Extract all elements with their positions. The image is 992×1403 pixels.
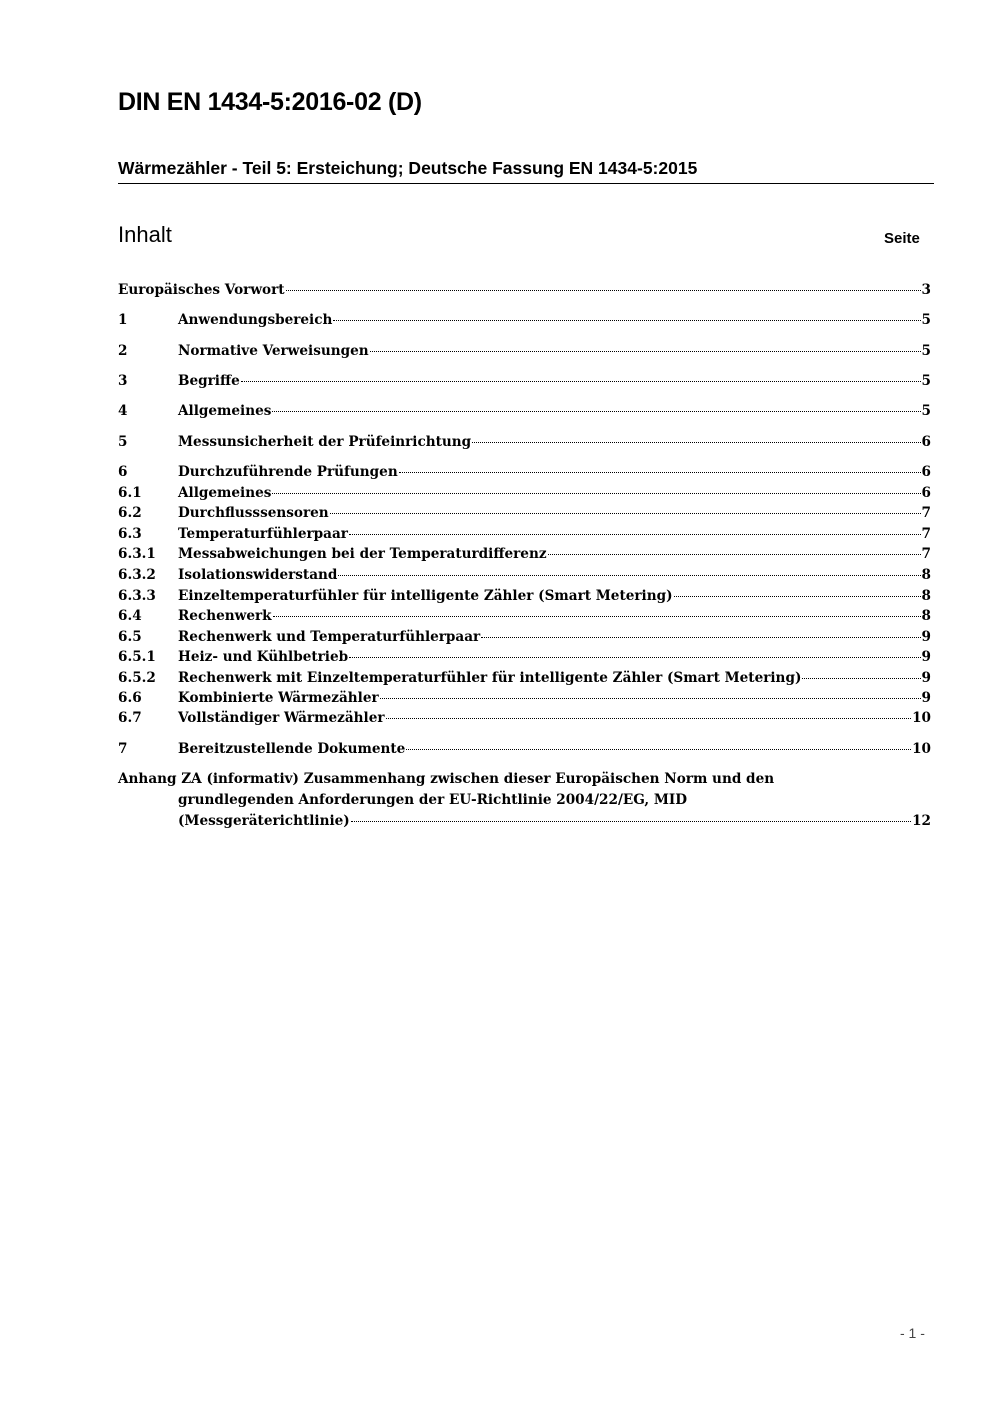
toc-entry-page: 10 — [912, 741, 931, 757]
toc-entry[interactable] — [118, 544, 931, 564]
toc-entry-title: Temperaturfühlerpaar — [178, 526, 348, 542]
toc-leader — [481, 637, 920, 638]
toc-annex-line-1: Anhang ZA (informativ) Zusammenhang zwischen dieser Europäischen Norm und den — [118, 771, 775, 787]
toc-entry-title: Rechenwerk mit Einzeltemperaturfühler für intelligente Zähler (Smart Metering) — [178, 670, 802, 686]
toc-leader — [370, 351, 921, 352]
toc-entry-number: 7 — [118, 741, 128, 757]
toc-entry-number: 6.5 — [118, 629, 142, 645]
toc-entry-title: Bereitzustellende Dokumente — [178, 741, 406, 757]
toc-leader — [272, 411, 920, 412]
toc-entry-number: 6.3.1 — [118, 546, 156, 562]
toc-entry-page: 8 — [921, 567, 931, 583]
toc-entry[interactable] — [118, 586, 931, 606]
toc-entry[interactable] — [118, 310, 931, 330]
toc-entry-number: 6.4 — [118, 608, 142, 624]
toc-entry-title: Rechenwerk — [178, 608, 272, 624]
toc-leader — [802, 678, 920, 679]
toc-leader — [406, 749, 911, 750]
toc-entry-number: 6.2 — [118, 505, 142, 521]
toc-entry-title: Einzeltemperaturfühler für intelligente Zähler (Smart Metering) — [178, 588, 673, 604]
toc-entry[interactable] — [118, 503, 931, 523]
toc-entry-page: 7 — [921, 505, 931, 521]
toc-entry-page: 6 — [921, 485, 931, 501]
toc-page-label: Seite — [884, 230, 920, 247]
toc-entry[interactable] — [118, 371, 931, 391]
toc-entry-number: 5 — [118, 434, 128, 450]
toc-entry-page: 5 — [921, 343, 931, 359]
toc-entry[interactable] — [118, 627, 931, 647]
toc-entry-page: 6 — [921, 434, 931, 450]
toc-entry-number: 4 — [118, 403, 128, 419]
toc-entry-title: Messabweichungen bei der Temperaturdifferenz — [178, 546, 547, 562]
toc-entry-number: 6.3.3 — [118, 588, 156, 604]
toc-entry-page: 10 — [912, 710, 931, 726]
toc-entry-title: Durchflusssensoren — [178, 505, 329, 521]
toc-leader — [380, 698, 921, 699]
toc-entry-page: 8 — [921, 608, 931, 624]
toc-entry-number: 6 — [118, 464, 128, 480]
toc-entry[interactable] — [118, 688, 931, 708]
toc-entry-title: Kombinierte Wärmezähler — [178, 690, 379, 706]
toc-entry-title: Vollständiger Wärmezähler — [178, 710, 385, 726]
toc-entry-page: 7 — [921, 546, 931, 562]
toc-entry[interactable] — [118, 668, 931, 688]
toc-entry-page: 9 — [921, 649, 931, 665]
toc-entry-number: 3 — [118, 373, 128, 389]
toc-entry[interactable] — [118, 606, 931, 626]
toc-entry-page: 9 — [921, 670, 931, 686]
toc-entry-page: 8 — [921, 588, 931, 604]
toc-entry-page: 3 — [921, 282, 931, 298]
toc-entry-number: 6.3 — [118, 526, 142, 542]
header-rule — [118, 183, 934, 184]
toc-entry-page: 6 — [921, 464, 931, 480]
toc-entry[interactable] — [118, 401, 931, 421]
toc-leader — [333, 320, 920, 321]
toc-leader — [351, 821, 911, 822]
toc-entry-number: 6.3.2 — [118, 567, 156, 583]
toc-leader — [272, 493, 920, 494]
toc-entry-title: Isolationswiderstand — [178, 567, 338, 583]
document-id: DIN EN 1434-5:2016-02 (D) — [118, 88, 422, 116]
toc-entry-title: Allgemeines — [178, 485, 272, 501]
toc-entry-title: Europäisches Vorwort — [118, 282, 285, 298]
toc-entry[interactable] — [118, 524, 931, 544]
toc-entry-title: Allgemeines — [178, 403, 272, 419]
toc-entry-number: 2 — [118, 343, 128, 359]
toc-leader — [330, 513, 921, 514]
toc-entry[interactable] — [118, 565, 931, 585]
toc-entry-title: Heiz- und Kühlbetrieb — [178, 649, 349, 665]
toc-entry[interactable] — [118, 280, 931, 300]
toc-leader — [399, 472, 921, 473]
toc-entry-page: 5 — [921, 403, 931, 419]
toc-leader — [674, 596, 921, 597]
toc-leader — [273, 616, 921, 617]
toc-entry-page: 9 — [921, 690, 931, 706]
toc-entry-page: 7 — [921, 526, 931, 542]
toc-entry[interactable] — [118, 739, 931, 759]
toc-leader — [472, 442, 920, 443]
toc-entry-page: 9 — [921, 629, 931, 645]
toc-heading: Inhalt — [118, 222, 172, 247]
toc-entry[interactable] — [118, 341, 931, 361]
toc-entry-number: 6.5.2 — [118, 670, 156, 686]
toc-entry-page: 12 — [912, 813, 931, 829]
toc-leader — [349, 534, 921, 535]
toc-entry[interactable] — [118, 647, 931, 667]
toc-leader — [349, 657, 920, 658]
toc-annex-line-3: (Messgeräterichtlinie) — [178, 813, 350, 829]
toc-entry-number: 6.5.1 — [118, 649, 156, 665]
document-subtitle: Wärmezähler - Teil 5: Ersteichung; Deutsche Fassung EN 1434-5:2015 — [118, 158, 698, 178]
toc-entry-title: Begriffe — [178, 373, 240, 389]
toc-entry-title: Messunsicherheit der Prüfeinrichtung — [178, 434, 472, 450]
toc-entry-title: Anwendungsbereich — [178, 312, 333, 328]
toc-leader — [338, 575, 920, 576]
toc-entry-number: 6.1 — [118, 485, 142, 501]
toc-leader — [241, 381, 921, 382]
toc-entry-number: 1 — [118, 312, 128, 328]
toc-entry-title: Durchzuführende Prüfungen — [178, 464, 398, 480]
toc-entry-number: 6.6 — [118, 690, 142, 706]
toc-entry-title: Normative Verweisungen — [178, 343, 369, 359]
toc-leader — [286, 290, 921, 291]
toc-entry[interactable] — [118, 483, 931, 503]
toc-entry-title: Rechenwerk und Temperaturfühlerpaar — [178, 629, 481, 645]
toc-entry-number: 6.7 — [118, 710, 142, 726]
toc-entry[interactable] — [118, 432, 931, 452]
toc-leader — [548, 554, 921, 555]
toc-entry[interactable] — [118, 708, 931, 728]
toc-entry[interactable] — [118, 462, 931, 482]
toc-annex-line-2: grundlegenden Anforderungen der EU-Richtlinie 2004/22/EG, MID — [178, 792, 688, 808]
page-number: - 1 - — [900, 1325, 925, 1341]
toc-leader — [386, 718, 912, 719]
toc-entry-page: 5 — [921, 373, 931, 389]
toc-entry-page: 5 — [921, 312, 931, 328]
